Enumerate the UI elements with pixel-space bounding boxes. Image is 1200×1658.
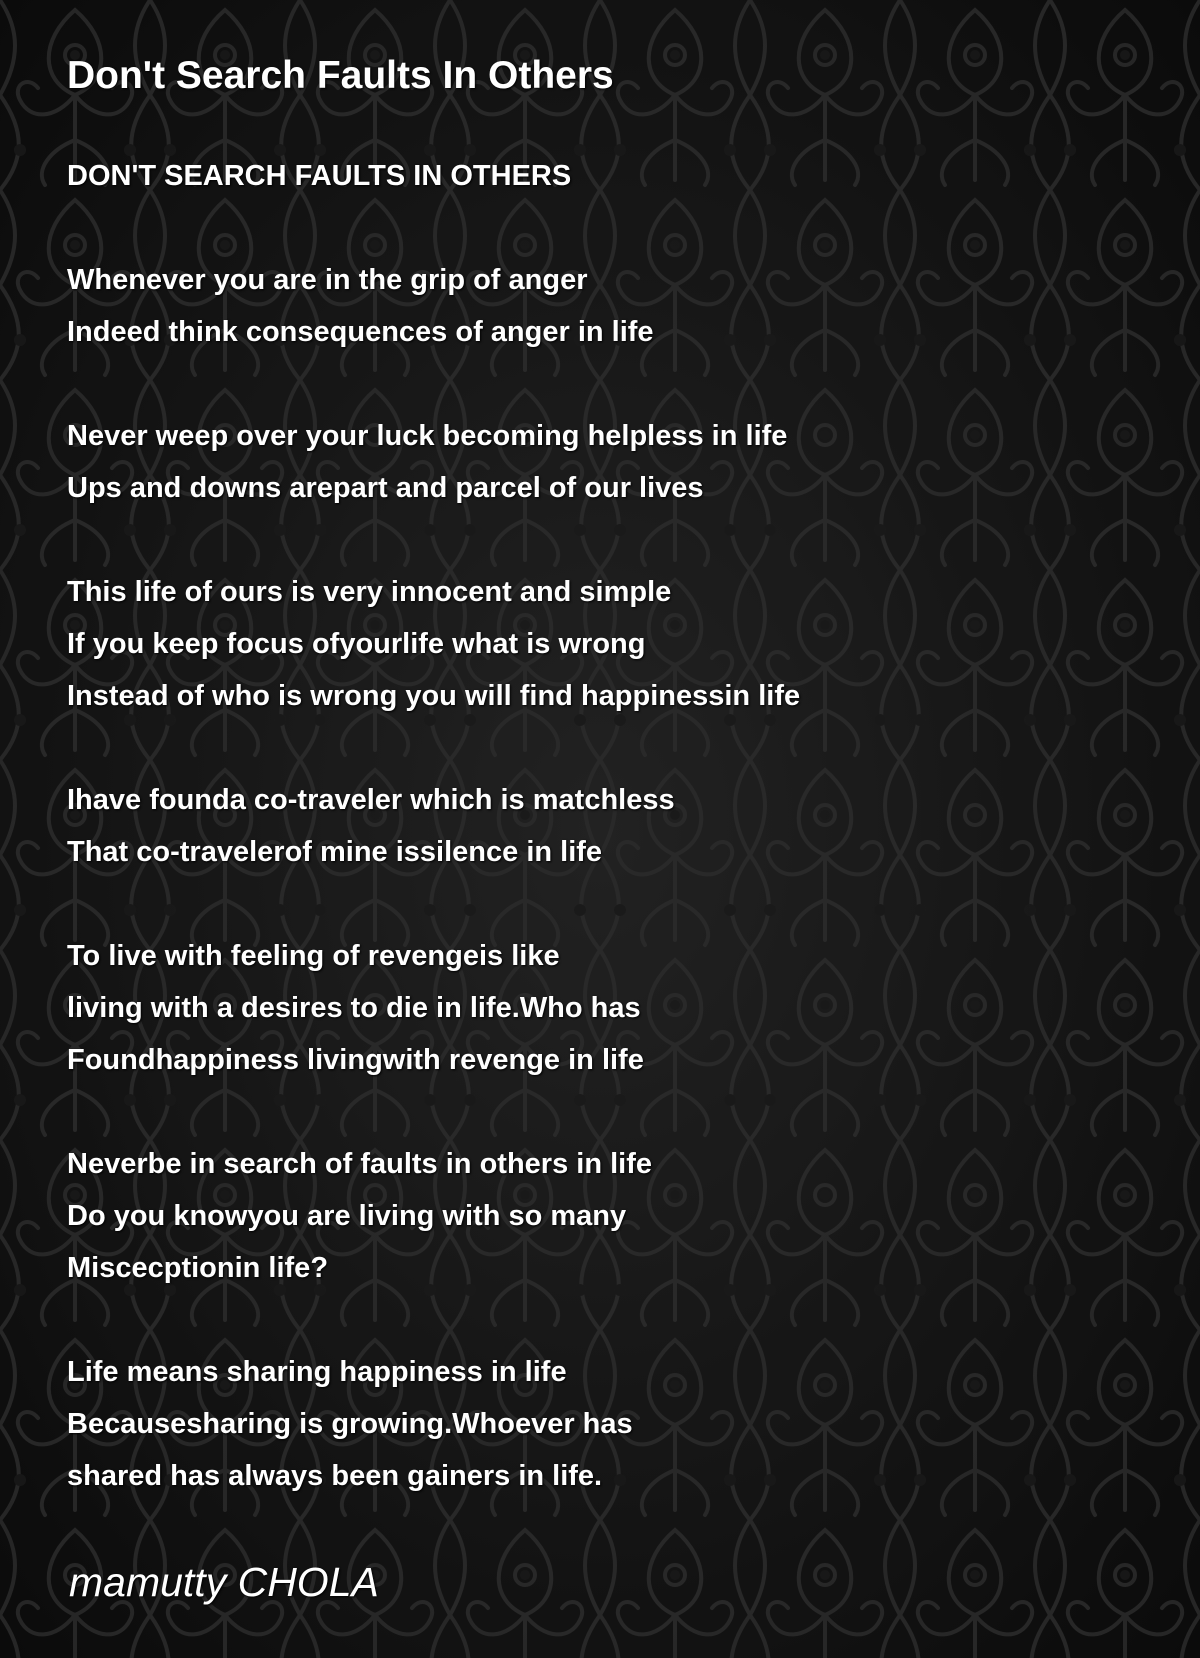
stanza-1 (67, 150, 1147, 202)
stanza-7 (67, 1138, 1147, 1294)
poem-line: Neverbe in search of faults in others in life (67, 1148, 652, 1180)
poem-line: Instead of who is wrong you will find happinessin life (67, 680, 801, 712)
poem-line: Life means sharing happiness in life (67, 1356, 567, 1388)
poem-line: Becausesharing is growing.Whoever has (67, 1408, 633, 1440)
poem-title: Don't Search Faults In Others (67, 54, 614, 97)
poem-line: If you keep focus ofyourlife what is wrong (67, 628, 646, 660)
poem-line: shared has always been gainers in life. (67, 1460, 603, 1492)
stanza-3 (67, 410, 1147, 514)
poem-heading: DON'T SEARCH FAULTS IN OTHERS (67, 160, 572, 192)
poem-line: Ihave founda co-traveler which is matchless (67, 784, 675, 816)
poem-body (67, 150, 1147, 1554)
stanza-5 (67, 774, 1147, 878)
stanza-8 (67, 1346, 1147, 1502)
poem-line: Miscecptionin life? (67, 1252, 329, 1284)
poem-line: Never weep over your luck becoming helpless in life (67, 420, 788, 452)
poem-line: Ups and downs arepart and parcel of our lives (67, 472, 704, 504)
poem-line: That co-travelerof mine issilence in life (67, 836, 603, 868)
poem-line: Do you knowyou are living with so many (67, 1200, 627, 1232)
poem-line: Whenever you are in the grip of anger (67, 264, 588, 296)
poem-line: Foundhappiness livingwith revenge in life (67, 1044, 644, 1076)
poem-author: mamutty CHOLA (69, 1559, 379, 1605)
poem-line: To live with feeling of revengeis like (67, 940, 560, 972)
stanza-4 (67, 566, 1147, 722)
stanza-2 (67, 254, 1147, 358)
poem-line: This life of ours is very innocent and simple (67, 576, 672, 608)
poem-line: living with a desires to die in life.Who has (67, 992, 641, 1024)
poem-line: Indeed think consequences of anger in life (67, 316, 654, 348)
stanza-6 (67, 930, 1147, 1086)
